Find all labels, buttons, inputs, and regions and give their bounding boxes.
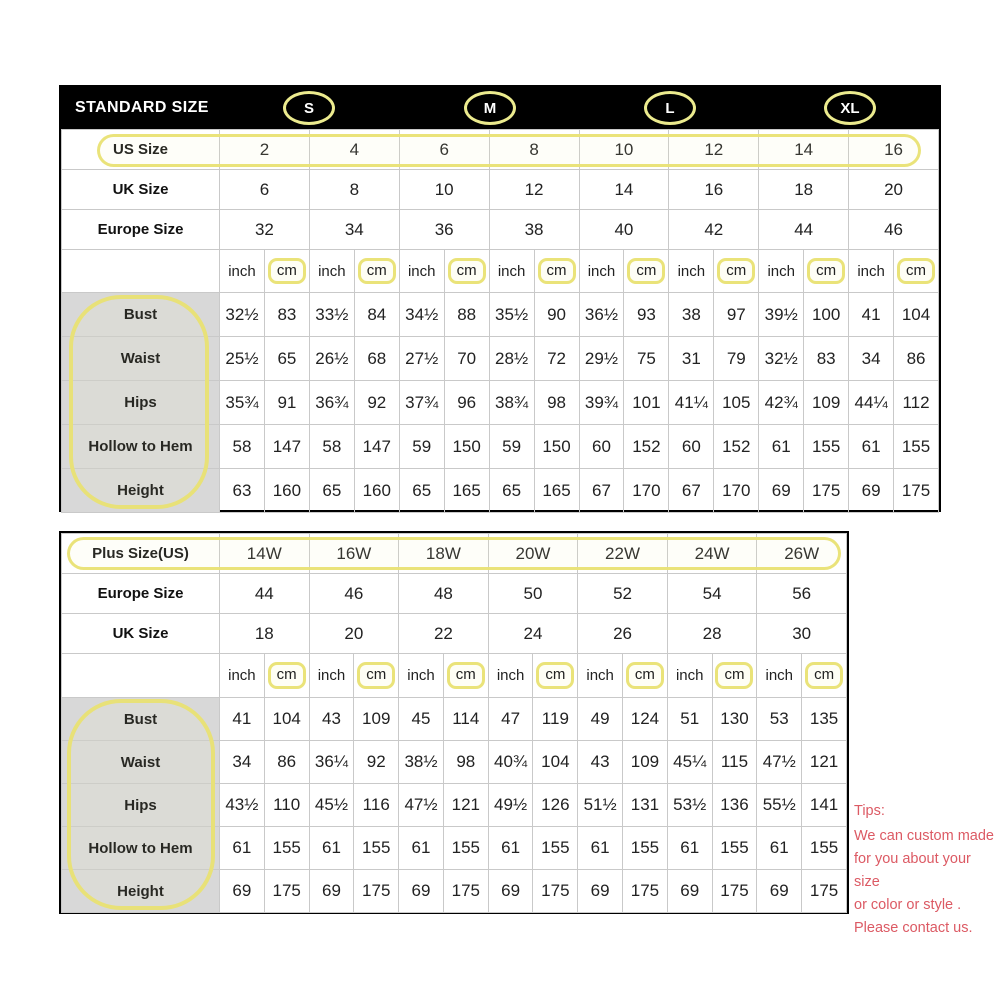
measure-value: 92 <box>354 741 399 784</box>
measure-value: 93 <box>624 293 669 337</box>
size-row <box>62 130 939 170</box>
size-value: 48 <box>399 574 489 614</box>
measure-value: 121 <box>802 741 847 784</box>
unit-cm-highlight: cm <box>357 662 395 688</box>
measure-value: 175 <box>712 870 757 913</box>
size-value: 22 <box>399 614 489 654</box>
row-label: Europe Size <box>62 210 220 250</box>
measure-value: 34½ <box>399 293 444 337</box>
measure-value: 43 <box>309 698 354 741</box>
measure-value: 53½ <box>667 784 712 827</box>
measure-row <box>62 698 847 741</box>
standard-size-header-bar <box>61 87 939 129</box>
measure-value: 98 <box>443 741 488 784</box>
measure-value: 26½ <box>309 337 354 381</box>
tips-line: or color or style . <box>854 896 962 913</box>
measure-value: 45 <box>399 698 444 741</box>
measure-value: 112 <box>894 381 939 425</box>
unit-inch: inch <box>220 654 265 698</box>
size-row <box>62 210 939 250</box>
measure-value: 101 <box>624 381 669 425</box>
unit-inch: inch <box>220 250 265 293</box>
size-row <box>62 170 939 210</box>
size-value: 8 <box>309 170 399 210</box>
measure-value: 35½ <box>489 293 534 337</box>
measure-value: 135 <box>802 698 847 741</box>
unit-cm-highlight: cm <box>447 662 485 688</box>
size-value: 46 <box>849 210 939 250</box>
size-value: 12 <box>489 170 579 210</box>
measure-value: 175 <box>533 870 578 913</box>
measure-value: 165 <box>444 469 489 513</box>
measure-row <box>62 827 847 870</box>
unit-cm-highlight: cm <box>717 258 755 284</box>
measure-value: 44¼ <box>849 381 894 425</box>
measure-value: 124 <box>623 698 668 741</box>
unit-inch: inch <box>757 654 802 698</box>
measure-value: 65 <box>264 337 309 381</box>
measure-value: 40¾ <box>488 741 533 784</box>
measure-row <box>62 293 939 337</box>
size-value: 32 <box>220 210 310 250</box>
measure-value: 49 <box>578 698 623 741</box>
tips-note <box>854 800 1000 939</box>
measure-value: 114 <box>443 698 488 741</box>
measure-value: 79 <box>714 337 759 381</box>
unit-inch: inch <box>488 654 533 698</box>
measure-value: 32½ <box>759 337 804 381</box>
measure-label: Bust <box>62 293 220 337</box>
measure-value: 152 <box>714 425 759 469</box>
size-value: 18 <box>759 170 849 210</box>
measure-label: Waist <box>62 337 220 381</box>
measure-value: 38¾ <box>489 381 534 425</box>
tips-line: Please contact us. <box>854 919 973 936</box>
measure-value: 61 <box>309 827 354 870</box>
measure-value: 136 <box>712 784 757 827</box>
standard-size-grid <box>61 129 939 513</box>
tips-line: We can custom made <box>854 827 994 844</box>
measure-value: 61 <box>220 827 265 870</box>
size-value: 8 <box>489 130 579 170</box>
measure-value: 65 <box>489 469 534 513</box>
measure-value: 92 <box>354 381 399 425</box>
size-value: 34 <box>309 210 399 250</box>
measure-value: 70 <box>444 337 489 381</box>
measure-value: 34 <box>220 741 265 784</box>
measure-value: 47 <box>488 698 533 741</box>
measure-value: 45¼ <box>667 741 712 784</box>
measure-value: 69 <box>220 870 265 913</box>
measure-label: Hollow to Hem <box>62 827 220 870</box>
measure-label: Height <box>62 469 220 513</box>
measure-value: 31 <box>669 337 714 381</box>
measure-label: Hollow to Hem <box>62 425 220 469</box>
measure-value: 69 <box>849 469 894 513</box>
measure-value: 165 <box>534 469 579 513</box>
unit-inch: inch <box>849 250 894 293</box>
measure-value: 51 <box>667 698 712 741</box>
measure-value: 84 <box>354 293 399 337</box>
measure-value: 58 <box>220 425 265 469</box>
measure-label: Height <box>62 870 220 913</box>
size-value: 24 <box>488 614 578 654</box>
size-value: 16 <box>669 170 759 210</box>
tips-line: for you about your size <box>854 850 971 890</box>
unit-cm-highlight: cm <box>448 258 486 284</box>
size-value: 20 <box>849 170 939 210</box>
size-badge-l-highlight <box>644 91 696 125</box>
measure-row <box>62 741 847 784</box>
measure-row <box>62 425 939 469</box>
unit-row-empty-cell <box>62 654 220 698</box>
measure-value: 175 <box>894 469 939 513</box>
measure-value: 65 <box>309 469 354 513</box>
measure-value: 155 <box>623 827 668 870</box>
measure-value: 109 <box>804 381 849 425</box>
size-value: 14 <box>759 130 849 170</box>
size-badge-xl-label: XL <box>840 99 860 117</box>
measure-value: 147 <box>264 425 309 469</box>
unit-inch: inch <box>667 654 712 698</box>
size-value: 54 <box>667 574 757 614</box>
size-value: 36 <box>399 210 489 250</box>
measure-value: 69 <box>757 870 802 913</box>
measure-value: 175 <box>804 469 849 513</box>
unit-cm-cell <box>264 250 309 293</box>
unit-cm-cell <box>534 250 579 293</box>
measure-value: 155 <box>533 827 578 870</box>
size-value: 16 <box>849 130 939 170</box>
size-value: 14 <box>579 170 669 210</box>
size-value: 38 <box>489 210 579 250</box>
plus-size-table <box>59 531 849 914</box>
measure-value: 67 <box>669 469 714 513</box>
measure-value: 61 <box>757 827 802 870</box>
unit-row <box>62 250 939 293</box>
measure-label: Hips <box>62 381 220 425</box>
row-label: UK Size <box>62 170 220 210</box>
row-label: UK Size <box>62 614 220 654</box>
measure-value: 53 <box>757 698 802 741</box>
size-value: 56 <box>757 574 847 614</box>
unit-cm-cell <box>804 250 849 293</box>
measure-value: 130 <box>712 698 757 741</box>
plus-size-grid <box>61 533 847 913</box>
unit-row <box>62 654 847 698</box>
measure-value: 61 <box>759 425 804 469</box>
unit-cm-highlight: cm <box>897 258 935 284</box>
size-value: 2 <box>220 130 310 170</box>
standard-size-title: STANDARD SIZE <box>75 99 209 116</box>
measure-value: 36½ <box>579 293 624 337</box>
measure-row <box>62 784 847 827</box>
measure-value: 59 <box>399 425 444 469</box>
measure-row <box>62 870 847 913</box>
measure-value: 69 <box>578 870 623 913</box>
measure-value: 170 <box>714 469 759 513</box>
measure-value: 59 <box>489 425 534 469</box>
measure-label: Waist <box>62 741 220 784</box>
measure-value: 155 <box>894 425 939 469</box>
size-badge-m-label: M <box>483 99 497 117</box>
measure-value: 39½ <box>759 293 804 337</box>
unit-cm-cell <box>533 654 578 698</box>
measure-value: 69 <box>309 870 354 913</box>
row-label: US Size <box>62 130 220 170</box>
size-value: 24W <box>667 534 757 574</box>
unit-cm-cell <box>354 250 399 293</box>
size-value: 18 <box>220 614 310 654</box>
tips-lines <box>854 825 1000 940</box>
measure-value: 63 <box>220 469 265 513</box>
standard-size-table <box>59 85 941 512</box>
unit-inch: inch <box>489 250 534 293</box>
measure-value: 160 <box>264 469 309 513</box>
measure-value: 155 <box>802 827 847 870</box>
unit-inch: inch <box>309 250 354 293</box>
unit-cm-highlight: cm <box>627 258 665 284</box>
unit-cm-cell <box>802 654 847 698</box>
unit-cm-cell <box>714 250 759 293</box>
tips-title: Tips: <box>854 803 885 819</box>
measure-value: 42¾ <box>759 381 804 425</box>
measure-value: 27½ <box>399 337 444 381</box>
unit-inch: inch <box>399 250 444 293</box>
size-value: 20W <box>488 534 578 574</box>
measure-value: 86 <box>264 741 309 784</box>
measure-value: 39¾ <box>579 381 624 425</box>
size-value: 50 <box>488 574 578 614</box>
measure-row <box>62 469 939 513</box>
unit-inch: inch <box>309 654 354 698</box>
size-badge-xl-highlight <box>824 91 876 125</box>
measure-value: 49½ <box>488 784 533 827</box>
measure-value: 105 <box>714 381 759 425</box>
measure-value: 29½ <box>579 337 624 381</box>
measure-value: 55½ <box>757 784 802 827</box>
measure-value: 47½ <box>399 784 444 827</box>
measure-value: 104 <box>264 698 309 741</box>
measure-value: 34 <box>849 337 894 381</box>
size-value: 14W <box>220 534 310 574</box>
measure-value: 72 <box>534 337 579 381</box>
size-value: 42 <box>669 210 759 250</box>
size-row <box>62 574 847 614</box>
unit-row-empty-cell <box>62 250 220 293</box>
size-value: 52 <box>578 574 668 614</box>
measure-value: 131 <box>623 784 668 827</box>
unit-cm-highlight: cm <box>715 662 753 688</box>
measure-value: 109 <box>354 698 399 741</box>
measure-value: 119 <box>533 698 578 741</box>
measure-value: 67 <box>579 469 624 513</box>
measure-value: 38 <box>669 293 714 337</box>
measure-value: 160 <box>354 469 399 513</box>
measure-value: 175 <box>354 870 399 913</box>
measure-value: 69 <box>399 870 444 913</box>
measure-value: 60 <box>579 425 624 469</box>
size-value: 10 <box>399 170 489 210</box>
measure-value: 155 <box>712 827 757 870</box>
measure-value: 33½ <box>309 293 354 337</box>
unit-cm-cell <box>894 250 939 293</box>
measure-value: 36¾ <box>309 381 354 425</box>
measure-value: 155 <box>354 827 399 870</box>
measure-value: 155 <box>443 827 488 870</box>
measure-value: 25½ <box>220 337 265 381</box>
measure-value: 65 <box>399 469 444 513</box>
measure-value: 121 <box>443 784 488 827</box>
size-value: 18W <box>399 534 489 574</box>
measure-value: 100 <box>804 293 849 337</box>
size-value: 4 <box>309 130 399 170</box>
measure-value: 37¾ <box>399 381 444 425</box>
size-value: 12 <box>669 130 759 170</box>
size-value: 22W <box>578 534 668 574</box>
size-value: 10 <box>579 130 669 170</box>
measure-value: 61 <box>488 827 533 870</box>
measure-label: Hips <box>62 784 220 827</box>
measure-value: 155 <box>804 425 849 469</box>
measure-value: 61 <box>399 827 444 870</box>
measure-value: 147 <box>354 425 399 469</box>
measure-value: 69 <box>759 469 804 513</box>
measure-value: 58 <box>309 425 354 469</box>
unit-cm-highlight: cm <box>626 662 664 688</box>
measure-value: 61 <box>849 425 894 469</box>
measure-value: 35¾ <box>220 381 265 425</box>
size-badge-s-label: S <box>303 99 314 117</box>
size-badge-s-highlight <box>283 91 335 125</box>
measure-value: 96 <box>444 381 489 425</box>
measure-value: 152 <box>624 425 669 469</box>
unit-cm-highlight: cm <box>805 662 843 688</box>
measure-value: 61 <box>667 827 712 870</box>
measure-value: 175 <box>264 870 309 913</box>
measure-value: 36¼ <box>309 741 354 784</box>
measure-value: 38½ <box>399 741 444 784</box>
measure-value: 41 <box>220 698 265 741</box>
size-value: 26 <box>578 614 668 654</box>
measure-value: 83 <box>804 337 849 381</box>
measure-value: 68 <box>354 337 399 381</box>
unit-inch: inch <box>669 250 714 293</box>
size-value: 44 <box>759 210 849 250</box>
measure-value: 47½ <box>757 741 802 784</box>
measure-row <box>62 337 939 381</box>
measure-value: 69 <box>667 870 712 913</box>
measure-value: 51½ <box>578 784 623 827</box>
measure-value: 104 <box>533 741 578 784</box>
measure-value: 115 <box>712 741 757 784</box>
size-value: 46 <box>309 574 399 614</box>
unit-cm-highlight: cm <box>536 662 574 688</box>
unit-cm-cell <box>624 250 669 293</box>
size-value: 6 <box>220 170 310 210</box>
row-label: Plus Size(US) <box>62 534 220 574</box>
row-label: Europe Size <box>62 574 220 614</box>
measure-value: 43 <box>578 741 623 784</box>
measure-value: 150 <box>534 425 579 469</box>
measure-value: 41 <box>849 293 894 337</box>
unit-cm-highlight: cm <box>268 662 306 688</box>
measure-value: 110 <box>264 784 309 827</box>
unit-cm-cell <box>354 654 399 698</box>
unit-cm-highlight: cm <box>358 258 396 284</box>
measure-value: 60 <box>669 425 714 469</box>
measure-value: 150 <box>444 425 489 469</box>
measure-value: 104 <box>894 293 939 337</box>
measure-value: 28½ <box>489 337 534 381</box>
unit-cm-cell <box>712 654 757 698</box>
size-value: 20 <box>309 614 399 654</box>
measure-value: 175 <box>443 870 488 913</box>
measure-value: 61 <box>578 827 623 870</box>
size-value: 26W <box>757 534 847 574</box>
measure-value: 97 <box>714 293 759 337</box>
measure-value: 88 <box>444 293 489 337</box>
measure-value: 170 <box>624 469 669 513</box>
size-badge-m-highlight <box>464 91 516 125</box>
measure-value: 69 <box>488 870 533 913</box>
unit-cm-cell <box>443 654 488 698</box>
measure-value: 141 <box>802 784 847 827</box>
measure-value: 83 <box>264 293 309 337</box>
measure-value: 91 <box>264 381 309 425</box>
measure-value: 45½ <box>309 784 354 827</box>
measure-value: 98 <box>534 381 579 425</box>
size-value: 30 <box>757 614 847 654</box>
measure-value: 41¼ <box>669 381 714 425</box>
measure-value: 75 <box>624 337 669 381</box>
size-row <box>62 534 847 574</box>
measure-value: 126 <box>533 784 578 827</box>
measure-value: 32½ <box>220 293 265 337</box>
unit-cm-cell <box>264 654 309 698</box>
size-value: 16W <box>309 534 399 574</box>
measure-value: 43½ <box>220 784 265 827</box>
unit-inch: inch <box>399 654 444 698</box>
measure-value: 175 <box>802 870 847 913</box>
unit-cm-highlight: cm <box>538 258 576 284</box>
size-value: 44 <box>220 574 310 614</box>
measure-value: 86 <box>894 337 939 381</box>
measure-value: 116 <box>354 784 399 827</box>
unit-cm-highlight: cm <box>268 258 306 284</box>
unit-cm-cell <box>444 250 489 293</box>
size-value: 40 <box>579 210 669 250</box>
measure-value: 155 <box>264 827 309 870</box>
unit-cm-highlight: cm <box>807 258 845 284</box>
std-grid-table <box>61 129 939 513</box>
measure-value: 90 <box>534 293 579 337</box>
size-value: 28 <box>667 614 757 654</box>
unit-inch: inch <box>578 654 623 698</box>
size-row <box>62 614 847 654</box>
plus-grid-table <box>61 533 847 913</box>
size-badge-l-label: L <box>665 99 675 117</box>
unit-inch: inch <box>579 250 624 293</box>
measure-value: 109 <box>623 741 668 784</box>
measure-label: Bust <box>62 698 220 741</box>
measure-value: 175 <box>623 870 668 913</box>
unit-inch: inch <box>759 250 804 293</box>
size-value: 6 <box>399 130 489 170</box>
measure-row <box>62 381 939 425</box>
unit-cm-cell <box>623 654 668 698</box>
